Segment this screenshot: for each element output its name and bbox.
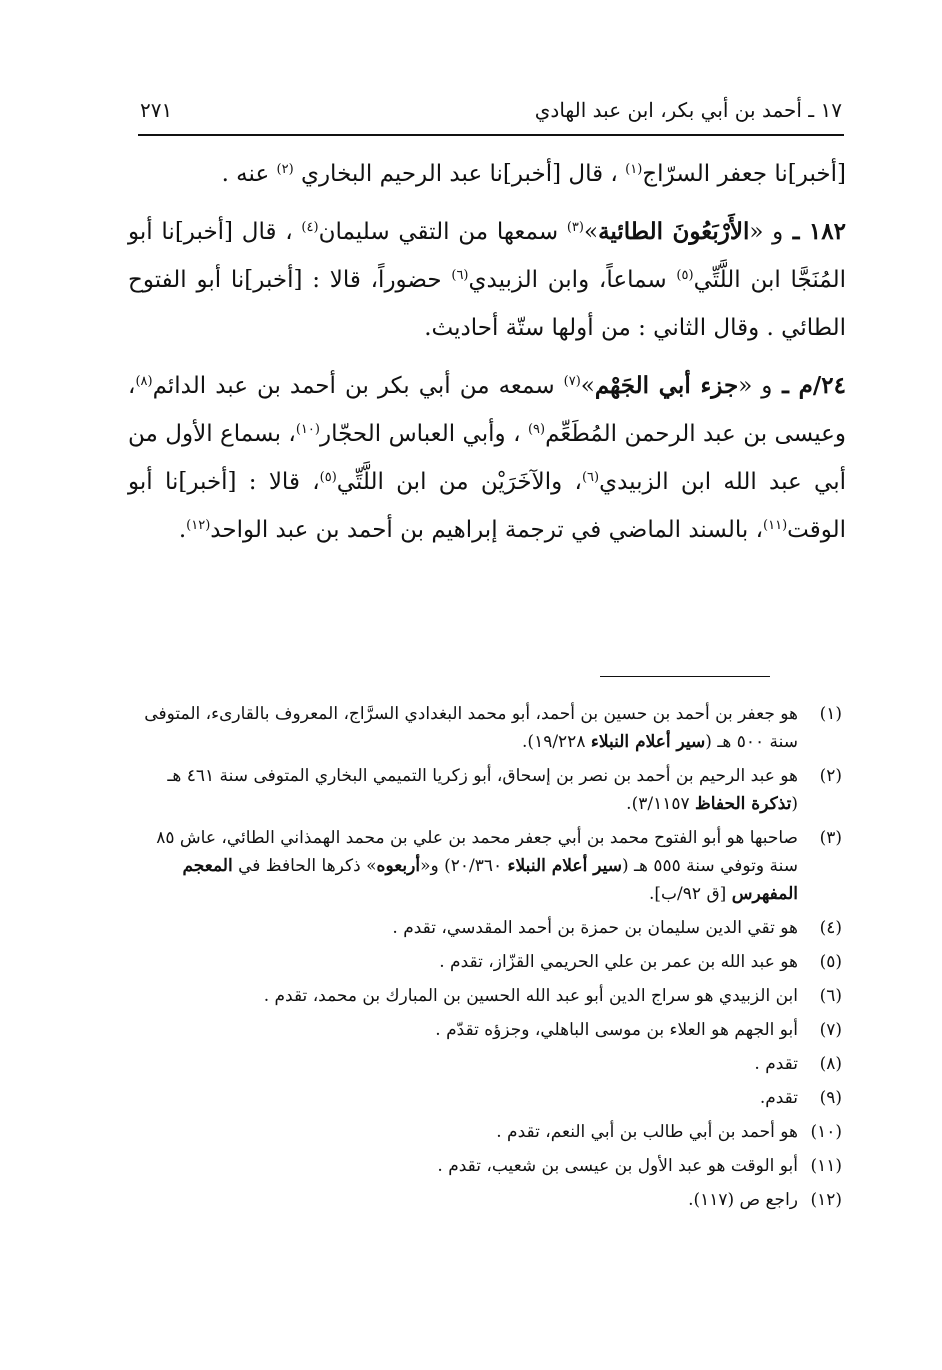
text-run: »: [583, 219, 599, 245]
footnote-text: [132, 700, 798, 756]
text-run: هو تقي الدين سليمان بن حمزة بن أحمد المقدسي، تقدم .: [392, 918, 798, 938]
footnote-number: (٢): [819, 766, 842, 786]
text-run: عنه .: [221, 161, 277, 187]
footnote-text: [132, 1016, 798, 1044]
footnote-number: (١١): [810, 1156, 842, 1176]
footnote-number: (٤): [819, 918, 842, 938]
text-run: سماعاً، وابن الزبيدي: [468, 267, 677, 293]
paragraph: [128, 208, 846, 352]
bold-text: سير أعلام النبلاء: [590, 732, 706, 752]
footnote-ref: (٦): [581, 470, 600, 485]
paragraph: [128, 362, 846, 554]
text-run: ابن الزبيدي هو سراج الدين أبو عبد الله الحسين بن المبارك بن محمد، تقدم .: [263, 986, 798, 1006]
footnote-ref: (٥): [676, 268, 694, 283]
footnote-number: (٥): [819, 952, 842, 972]
header-rule: [138, 134, 844, 136]
text-run: تقدم.: [759, 1088, 798, 1108]
text-run: ٢٠/٣٦٠) و«: [420, 856, 508, 876]
footnote: [132, 700, 842, 756]
footnote: [132, 1152, 842, 1180]
footnote: [132, 982, 842, 1010]
text-run: ، والآخَرَيْن من ابن اللَّتِّي: [336, 469, 582, 495]
footnote-number: (١٠): [810, 1122, 842, 1142]
footnote-ref: (١): [625, 162, 643, 177]
text-run: ، وأبي العباس الحجّار: [319, 421, 528, 447]
footnote: [132, 824, 842, 908]
text-run: سمعه من أبي بكر بن أحمد بن عبد الدائم: [152, 373, 564, 399]
running-header: [140, 92, 842, 128]
footnote: [132, 762, 842, 818]
text-run: صاحبها هو أبو الفتوح محمد بن أبي جعفر محمد بن علي بن محمد الهمذاني الطائي، عاش ٨٥ سنة وتوفي سنة ٥٥٥ هـ (: [156, 828, 798, 876]
bold-text: أربعوه: [376, 856, 421, 876]
text-run: راجع ص (١١٧).: [688, 1190, 798, 1210]
text-run: [ق ٩٢/ب].: [649, 884, 732, 904]
footnote-text: [132, 824, 798, 908]
footnote-text: [132, 914, 798, 942]
footnote-number: (١٢): [810, 1190, 842, 1210]
text-run: حضوراً، قالا : [أخبر]نا أبو الفتوح الطائي . وقال الثاني : من أولها ستّة أحاديث.: [128, 267, 846, 341]
footnote-number: (١): [819, 704, 842, 724]
footnote-text: [132, 1186, 798, 1214]
text-run: هو أحمد بن أبي طالب بن أبي النعم، تقدم .: [496, 1122, 798, 1142]
work-title: الأَرْبَعُونَ الطائية: [598, 218, 750, 245]
footnote-number: (٧): [819, 1020, 842, 1040]
work-title: جزء أبي الجَهْم: [594, 372, 739, 399]
footnote-text: [132, 1050, 798, 1078]
page-number: ٢٧١: [140, 98, 173, 122]
footnote-ref: (١٢): [186, 518, 211, 533]
text-run: أبو الوقت هو عبد الأول بن عيسى بن شعيب، تقدم .: [437, 1156, 798, 1176]
text-run: [أخبر]نا جعفر السرّاج: [642, 161, 846, 187]
entry-number: ١٨٢ ـ: [783, 218, 846, 245]
footnote-ref: (٢): [276, 162, 294, 177]
footnote-number: (٨): [819, 1054, 842, 1074]
bold-text: تذكرة الحفاظ: [695, 794, 792, 814]
text-run: ، قالا : [أخبر]نا أبو الوقت: [128, 469, 846, 543]
footnote-text: [132, 1118, 798, 1146]
text-run: ، وعيسى بن عبد الرحمن المُطَعِّم: [128, 373, 846, 447]
footnote: [132, 914, 842, 942]
bold-text: المعجم المفهرس: [182, 856, 798, 904]
footnote-ref: (٩): [527, 422, 546, 437]
text-run: ، بسماع الأول من أبي عبد الله ابن الزبيدي: [128, 421, 846, 495]
footnote-ref: (١٠): [295, 422, 320, 437]
footnote-ref: (٦): [451, 268, 469, 283]
text-run: هو عبد الرحيم بن أحمد بن نصر بن إسحاق، أبو زكريا التميمي البخاري المتوفى سنة ٤٦١ هـ (: [167, 766, 798, 814]
text-run: أبو الجهم هو العلاء بن موسى الباهلي، وجزؤه تقدّم .: [435, 1020, 798, 1040]
footnote-ref: (٣): [566, 220, 584, 235]
text-run: ، قال [أخبر]نا أبو المُنَجَّا ابن اللَّتِّي: [128, 219, 846, 293]
footnotes-section: [132, 700, 842, 1220]
text-run: ، قال [أخبر]نا عبد الرحيم البخاري: [293, 161, 626, 187]
entry-number: ٢٤/م ـ: [772, 372, 846, 399]
text-run: .: [178, 517, 187, 543]
footnote-number: (٣): [819, 828, 842, 848]
text-run: سمعها من التقي سليمان: [318, 219, 567, 245]
footnote-text: [132, 762, 798, 818]
bold-text: سير أعلام النبلاء: [507, 856, 622, 876]
footnote: [132, 948, 842, 976]
main-text: [128, 150, 846, 564]
footnote: [132, 1118, 842, 1146]
footnote-number: (٩): [819, 1088, 842, 1108]
text-run: و «: [749, 219, 784, 245]
text-run: ٣/١١٥٧).: [626, 794, 696, 814]
footnote-text: [132, 1084, 798, 1112]
footnote: [132, 1016, 842, 1044]
chapter-title: ١٧ ـ أحمد بن أبي بكر، ابن عبد الهادي: [534, 98, 842, 122]
text-run: تقدم .: [754, 1054, 798, 1074]
footnote-text: [132, 1152, 798, 1180]
footnote-ref: (٥): [319, 470, 337, 485]
footnote-number: (٦): [819, 986, 842, 1006]
footnote-ref: (٨): [135, 374, 153, 389]
text-run: ١٩/٢٢٨).: [522, 732, 591, 752]
text-run: » ذكرها الحافظ في: [232, 856, 377, 876]
footnote-ref: (٤): [301, 220, 319, 235]
text-run: ، بالسند الماضي في ترجمة إبراهيم بن أحمد بن عبد الواحد: [210, 517, 764, 543]
footnote: [132, 1084, 842, 1112]
text-run: هو عبد الله بن عمر بن علي الحريمي القزّاز، تقدم .: [439, 952, 798, 972]
footnote: [132, 1050, 842, 1078]
text-run: و «: [738, 373, 773, 399]
text-run: »: [580, 373, 595, 399]
footnote-text: [132, 982, 798, 1010]
footnote-ref: (١١): [763, 518, 788, 533]
footnote-ref: (٧): [563, 374, 581, 389]
paragraph: [128, 150, 846, 198]
footnote-text: [132, 948, 798, 976]
text-run: هو جعفر بن أحمد بن حسين بن أحمد، أبو محمد البغدادي السرَّاج، المعروف بالقارىء، المتوفى سنة ٥٠٠ هـ (: [144, 704, 798, 752]
footnote-separator: [600, 676, 770, 677]
footnote: [132, 1186, 842, 1214]
